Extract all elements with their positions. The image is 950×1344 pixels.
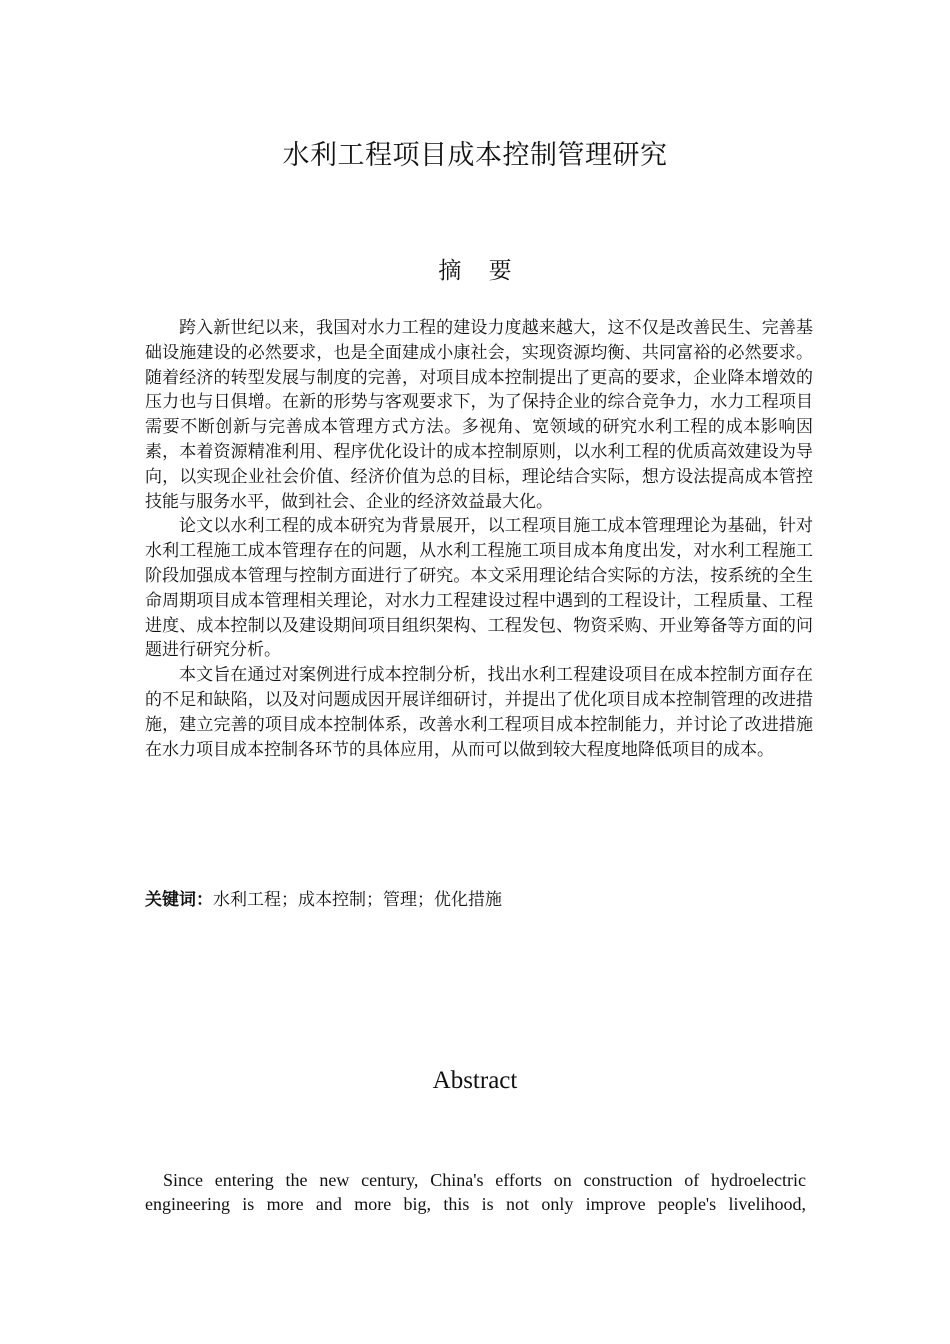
abstract-en-body (145, 1168, 806, 1216)
abstract-cn-paragraph-3: 本文旨在通过对案例进行成本控制分析，找出水利工程建设项目在成本控制方面存在的不足和缺陷，以及对问题成因开展详细研讨，并提出了优化项目成本控制管理的改进措施，建立完善的项目成本控制体系，改善水利工程项目成本控制能力，并讨论了改进措施在水力项目成本控制各环节的具体应用，从而可以做到较大程度地降低项目的成本。 (145, 665, 813, 760)
abstract-cn-paragraph-1: 跨入新世纪以来，我国对水力工程的建设力度越来越大，这不仅是改善民生、完善基础设施建设的必然要求，也是全面建成小康社会，实现资源均衡、共同富裕的必然要求。随着经济的转型发展与制度的完善，对项目成本控制提出了更高的要求，企业降本增效的压力也与日俱增。在新的形势与客观要求下，为了保持企业的综合竞争力，水力工程项目需要不断创新与完善成本管理方式方法。多视角、宽领域的研究水利工程的成本影响因素，本着资源精准利用、程序优化设计的成本控制原则，以水利工程的优质高效建设为导向，以实现企业社会价值、经济价值为总的目标，理论结合实际，想方设法提高成本管控技能与服务水平，做到社会、企业的经济效益最大化。 (145, 318, 813, 512)
abstract-en-heading: Abstract (432, 1067, 518, 1094)
abstract-cn-body (145, 316, 813, 762)
document-title: 水利工程项目成本控制管理研究 (282, 140, 668, 171)
abstract-cn-heading: 摘 要 (438, 258, 522, 284)
abstract-en-paragraph: Since entering the new century, China's efforts on construction of hydroelectric engineering is more and more big, this is not only improve people's livelihood, (145, 1170, 806, 1214)
keywords-line (145, 888, 813, 912)
keywords-value: 水利工程；成本控制；管理；优化措施 (213, 890, 502, 910)
abstract-cn-paragraph-2: 论文以水利工程的成本研究为背景展开，以工程项目施工成本管理理论为基础，针对水利工程施工成本管理存在的问题，从水利工程施工项目成本角度出发，对水利工程施工阶段加强成本管理与控制方面进行了研究。本文采用理论结合实际的方法，按系统的全生命周期项目成本管理相关理论，对水力工程建设过程中遇到的工程设计，工程质量、工程进度、成本控制以及建设期间项目组织架构、工程发包、物资采购、开业筹备等方面的问题进行研究分析。 (145, 516, 813, 661)
keywords-label: 关键词： (145, 890, 213, 910)
